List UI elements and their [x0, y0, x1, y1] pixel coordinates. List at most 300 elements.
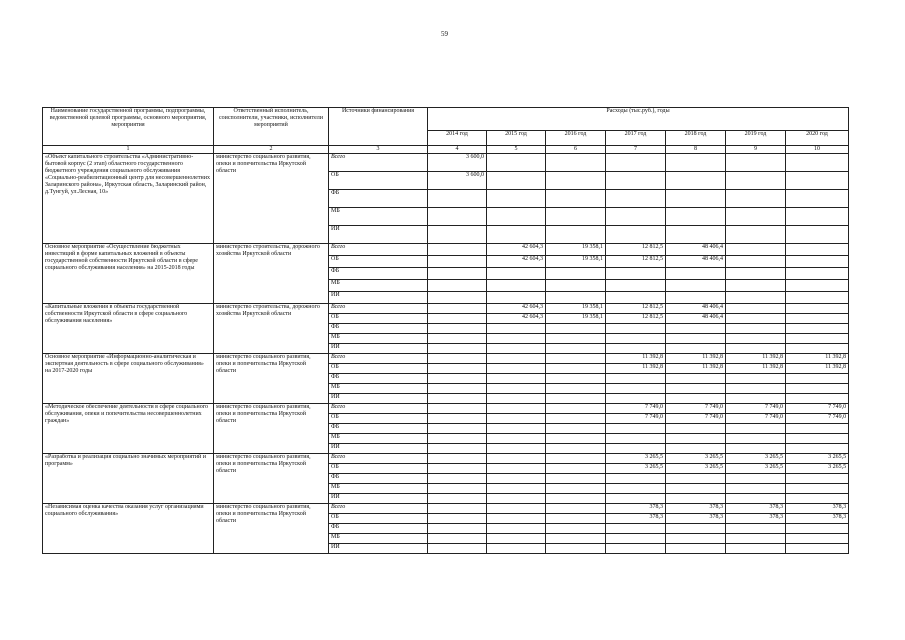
amount-cell: 11 392,8 — [606, 364, 666, 374]
program-name: Основное мероприятие «Информационно-аналитическая и экспертная деятельность в сфере социального обслуживания» на 2017-2020 годы — [43, 354, 214, 404]
amount-cell — [726, 256, 786, 268]
amount-cell — [606, 444, 666, 454]
amount-cell — [428, 374, 487, 384]
amount-cell: 19 358,1 — [546, 304, 606, 314]
amount-cell — [546, 394, 606, 404]
amount-cell — [428, 424, 487, 434]
amount-cell — [666, 324, 726, 334]
amount-cell — [546, 172, 606, 190]
amount-cell — [606, 334, 666, 344]
amount-cell — [726, 190, 786, 208]
amount-cell — [487, 484, 546, 494]
amount-cell — [666, 280, 726, 292]
amount-cell — [666, 534, 726, 544]
funding-source: ФБ — [329, 190, 428, 208]
amount-cell — [487, 444, 546, 454]
amount-cell — [726, 534, 786, 544]
amount-cell — [606, 268, 666, 280]
amount-cell — [666, 190, 726, 208]
amount-cell — [606, 524, 666, 534]
amount-cell — [666, 484, 726, 494]
amount-cell: 3 265,5 — [606, 454, 666, 464]
amount-cell — [546, 474, 606, 484]
amount-cell: 11 392,8 — [606, 354, 666, 364]
amount-cell — [726, 444, 786, 454]
amount-cell — [666, 524, 726, 534]
amount-cell: 12 812,5 — [606, 314, 666, 324]
amount-cell — [487, 534, 546, 544]
amount-cell — [606, 190, 666, 208]
amount-cell — [786, 394, 849, 404]
amount-cell — [606, 344, 666, 354]
amount-cell — [726, 424, 786, 434]
amount-cell — [606, 172, 666, 190]
column-number: 5 — [487, 146, 546, 154]
amount-cell — [726, 154, 786, 172]
amount-cell — [487, 524, 546, 534]
amount-cell — [606, 292, 666, 304]
amount-cell: 42 604,3 — [487, 256, 546, 268]
table-row — [43, 354, 849, 364]
header-executor: Ответственный исполнитель, соисполнители, участники, исполнители мероприятий — [214, 108, 329, 146]
amount-cell — [786, 334, 849, 344]
amount-cell: 7 749,0 — [786, 414, 849, 424]
amount-cell — [666, 384, 726, 394]
amount-cell — [606, 208, 666, 226]
amount-cell — [726, 394, 786, 404]
amount-cell — [786, 474, 849, 484]
executor: министерство социального развития, опеки и попечительства Иркутской области — [214, 354, 329, 404]
funding-source: ОБ — [329, 514, 428, 524]
funding-source: МБ — [329, 384, 428, 394]
table-row — [43, 504, 849, 514]
amount-cell — [666, 154, 726, 172]
amount-cell — [726, 344, 786, 354]
header-expenses: Расходы (тыс.руб.), годы — [428, 108, 849, 131]
header-year: 2019 год — [726, 131, 786, 146]
amount-cell — [606, 474, 666, 484]
amount-cell — [487, 154, 546, 172]
amount-cell — [487, 374, 546, 384]
amount-cell — [786, 384, 849, 394]
amount-cell: 11 392,8 — [726, 364, 786, 374]
amount-cell — [726, 474, 786, 484]
column-number: 1 — [43, 146, 214, 154]
amount-cell — [428, 504, 487, 514]
amount-cell — [786, 314, 849, 324]
table-row — [43, 404, 849, 414]
amount-cell — [726, 384, 786, 394]
funding-source: МБ — [329, 484, 428, 494]
amount-cell — [546, 534, 606, 544]
program-name: «Разработка и реализация социально значимых мероприятий и программ» — [43, 454, 214, 504]
funding-source: ИИ — [329, 444, 428, 454]
funding-source: ИИ — [329, 494, 428, 504]
funding-source: ИИ — [329, 292, 428, 304]
program-name: «Методическое обеспечение деятельности в сфере социального обслуживания, опеки и попечительства несовершеннолетних граждан» — [43, 404, 214, 454]
funding-source: МБ — [329, 334, 428, 344]
funding-source: ИИ — [329, 544, 428, 554]
funding-source: ФБ — [329, 474, 428, 484]
amount-cell — [786, 494, 849, 504]
amount-cell — [786, 190, 849, 208]
amount-cell: 378,3 — [726, 504, 786, 514]
amount-cell — [666, 474, 726, 484]
amount-cell: 378,3 — [606, 504, 666, 514]
amount-cell — [786, 256, 849, 268]
amount-cell — [546, 384, 606, 394]
column-number: 7 — [606, 146, 666, 154]
amount-cell — [606, 374, 666, 384]
amount-cell — [606, 494, 666, 504]
amount-cell: 7 749,0 — [666, 414, 726, 424]
amount-cell: 378,3 — [786, 514, 849, 524]
amount-cell: 11 392,8 — [786, 354, 849, 364]
amount-cell — [726, 524, 786, 534]
amount-cell — [428, 394, 487, 404]
amount-cell — [786, 292, 849, 304]
amount-cell — [546, 504, 606, 514]
amount-cell — [487, 414, 546, 424]
amount-cell — [546, 190, 606, 208]
program-name: «Независимая оценка качества оказания услуг организациями социального обслуживания» — [43, 504, 214, 554]
amount-cell — [546, 484, 606, 494]
amount-cell — [726, 334, 786, 344]
amount-cell — [487, 514, 546, 524]
amount-cell — [726, 244, 786, 256]
amount-cell — [606, 226, 666, 244]
amount-cell — [428, 494, 487, 504]
funding-source: Всего — [329, 354, 428, 364]
amount-cell: 11 392,8 — [726, 354, 786, 364]
funding-source: ИИ — [329, 394, 428, 404]
funding-source: ОБ — [329, 414, 428, 424]
amount-cell — [546, 454, 606, 464]
amount-cell — [546, 268, 606, 280]
amount-cell — [606, 424, 666, 434]
amount-cell: 7 749,0 — [786, 404, 849, 414]
amount-cell — [428, 524, 487, 534]
amount-cell — [487, 324, 546, 334]
funding-source: ОБ — [329, 464, 428, 474]
amount-cell — [786, 280, 849, 292]
amount-cell — [726, 484, 786, 494]
amount-cell: 3 265,5 — [786, 454, 849, 464]
amount-cell — [428, 334, 487, 344]
page-number: 59 — [441, 30, 448, 38]
amount-cell — [487, 354, 546, 364]
amount-cell — [428, 544, 487, 554]
amount-cell — [786, 424, 849, 434]
amount-cell — [786, 344, 849, 354]
amount-cell — [726, 434, 786, 444]
amount-cell — [428, 464, 487, 474]
amount-cell: 19 358,1 — [546, 244, 606, 256]
amount-cell — [546, 292, 606, 304]
amount-cell — [487, 494, 546, 504]
amount-cell — [606, 384, 666, 394]
amount-cell — [726, 374, 786, 384]
amount-cell: 19 358,1 — [546, 256, 606, 268]
amount-cell — [428, 454, 487, 464]
amount-cell — [606, 324, 666, 334]
amount-cell — [726, 226, 786, 244]
amount-cell — [786, 484, 849, 494]
amount-cell: 48 406,4 — [666, 244, 726, 256]
amount-cell: 48 406,4 — [666, 304, 726, 314]
amount-cell: 378,3 — [666, 504, 726, 514]
amount-cell — [428, 244, 487, 256]
amount-cell — [786, 444, 849, 454]
funding-source: ОБ — [329, 172, 428, 190]
funding-source: ОБ — [329, 256, 428, 268]
amount-cell — [428, 384, 487, 394]
amount-cell: 7 749,0 — [726, 404, 786, 414]
funding-source: МБ — [329, 534, 428, 544]
amount-cell: 378,3 — [606, 514, 666, 524]
amount-cell — [786, 154, 849, 172]
amount-cell — [786, 324, 849, 334]
funding-source: ФБ — [329, 268, 428, 280]
amount-cell — [487, 344, 546, 354]
amount-cell — [428, 344, 487, 354]
amount-cell — [666, 292, 726, 304]
amount-cell: 42 604,3 — [487, 304, 546, 314]
amount-cell — [546, 364, 606, 374]
amount-cell: 3 600,0 — [428, 154, 487, 172]
amount-cell — [666, 434, 726, 444]
amount-cell — [487, 434, 546, 444]
column-number: 4 — [428, 146, 487, 154]
amount-cell: 378,3 — [726, 514, 786, 524]
amount-cell — [487, 404, 546, 414]
amount-cell — [428, 414, 487, 424]
funding-source: МБ — [329, 208, 428, 226]
amount-cell: 378,3 — [666, 514, 726, 524]
amount-cell: 3 265,5 — [666, 464, 726, 474]
table-row — [43, 154, 849, 172]
amount-cell — [546, 344, 606, 354]
amount-cell — [428, 208, 487, 226]
amount-cell — [666, 268, 726, 280]
funding-source: Всего — [329, 404, 428, 414]
amount-cell — [666, 208, 726, 226]
table-row — [43, 304, 849, 314]
amount-cell — [786, 226, 849, 244]
amount-cell — [546, 414, 606, 424]
amount-cell — [428, 280, 487, 292]
amount-cell — [487, 292, 546, 304]
amount-cell — [666, 444, 726, 454]
amount-cell: 378,3 — [786, 504, 849, 514]
amount-cell — [546, 354, 606, 364]
amount-cell — [487, 464, 546, 474]
amount-cell — [487, 474, 546, 484]
amount-cell — [428, 256, 487, 268]
amount-cell — [786, 534, 849, 544]
executor: министерство социального развития, опеки и попечительства Иркутской области — [214, 404, 329, 454]
header-year: 2018 год — [666, 131, 726, 146]
header-year: 2020 год — [786, 131, 849, 146]
amount-cell — [786, 172, 849, 190]
amount-cell — [726, 172, 786, 190]
amount-cell — [546, 334, 606, 344]
amount-cell — [428, 514, 487, 524]
amount-cell — [546, 226, 606, 244]
funding-source: Всего — [329, 504, 428, 514]
funding-source: ОБ — [329, 364, 428, 374]
executor: министерство социального развития, опеки и попечительства Иркутской области — [214, 504, 329, 554]
amount-cell — [487, 504, 546, 514]
amount-cell — [786, 544, 849, 554]
amount-cell — [606, 280, 666, 292]
amount-cell — [428, 324, 487, 334]
amount-cell — [487, 454, 546, 464]
amount-cell: 3 265,5 — [726, 454, 786, 464]
amount-cell: 42 604,3 — [487, 244, 546, 256]
table-row — [43, 244, 849, 256]
amount-cell — [428, 268, 487, 280]
amount-cell: 42 604,3 — [487, 314, 546, 324]
amount-cell — [726, 314, 786, 324]
funding-source: Всего — [329, 244, 428, 256]
amount-cell — [726, 292, 786, 304]
amount-cell — [546, 524, 606, 534]
funding-source: Всего — [329, 304, 428, 314]
amount-cell — [487, 268, 546, 280]
amount-cell — [546, 154, 606, 172]
amount-cell — [606, 394, 666, 404]
funding-source: Всего — [329, 154, 428, 172]
column-number: 8 — [666, 146, 726, 154]
amount-cell: 7 749,0 — [606, 404, 666, 414]
amount-cell: 11 392,8 — [786, 364, 849, 374]
amount-cell: 3 265,5 — [606, 464, 666, 474]
amount-cell — [666, 544, 726, 554]
funding-source: ОБ — [329, 314, 428, 324]
amount-cell — [428, 404, 487, 414]
amount-cell — [666, 374, 726, 384]
funding-source: ФБ — [329, 374, 428, 384]
amount-cell — [606, 534, 666, 544]
amount-cell — [546, 434, 606, 444]
amount-cell — [428, 304, 487, 314]
amount-cell — [487, 424, 546, 434]
amount-cell — [546, 374, 606, 384]
header-name: Наименование государственной программы, подпрограммы, ведомственной целевой программы, основного мероприятия, мероприятия — [43, 108, 214, 146]
amount-cell — [546, 280, 606, 292]
amount-cell — [487, 544, 546, 554]
amount-cell — [666, 394, 726, 404]
amount-cell — [666, 172, 726, 190]
amount-cell — [786, 244, 849, 256]
amount-cell: 11 392,8 — [666, 354, 726, 364]
amount-cell — [428, 484, 487, 494]
funding-source: МБ — [329, 280, 428, 292]
amount-cell — [666, 494, 726, 504]
amount-cell: 12 812,5 — [606, 304, 666, 314]
amount-cell — [546, 464, 606, 474]
amount-cell: 11 392,8 — [666, 364, 726, 374]
amount-cell — [487, 172, 546, 190]
column-number: 2 — [214, 146, 329, 154]
amount-cell — [786, 374, 849, 384]
column-number: 6 — [546, 146, 606, 154]
amount-cell — [428, 354, 487, 364]
budget-table — [42, 107, 849, 554]
amount-cell — [546, 208, 606, 226]
amount-cell — [546, 424, 606, 434]
header-source: Источники финансирования — [329, 108, 428, 146]
amount-cell — [487, 364, 546, 374]
amount-cell: 3 600,0 — [428, 172, 487, 190]
executor: министерство социального развития, опеки и попечительства Иркутской области — [214, 154, 329, 244]
program-name: «Объект капитального строительства «Административно-бытовой корпус (2 этап) областного государственного бюджетного учреждения социального обслуживания «Социально-реабилитационный центр для несовершеннолетних Заларинского района», Иркутская область, Заларинский район, д.Тунгуй, ул.Лесная, 10» — [43, 154, 214, 244]
amount-cell — [546, 544, 606, 554]
amount-cell — [726, 208, 786, 226]
amount-cell — [487, 280, 546, 292]
amount-cell — [546, 404, 606, 414]
funding-source: ФБ — [329, 524, 428, 534]
amount-cell: 7 749,0 — [606, 414, 666, 424]
amount-cell — [726, 494, 786, 504]
amount-cell — [487, 190, 546, 208]
amount-cell: 3 265,5 — [726, 464, 786, 474]
amount-cell — [428, 444, 487, 454]
funding-source: ФБ — [329, 324, 428, 334]
executor: министерство строительства, дорожного хозяйства Иркутской области — [214, 244, 329, 304]
header-year: 2016 год — [546, 131, 606, 146]
amount-cell — [786, 434, 849, 444]
amount-cell — [487, 334, 546, 344]
amount-cell — [666, 226, 726, 244]
header-year: 2017 год — [606, 131, 666, 146]
amount-cell — [546, 324, 606, 334]
amount-cell — [487, 208, 546, 226]
amount-cell — [726, 268, 786, 280]
amount-cell: 19 358,1 — [546, 314, 606, 324]
amount-cell — [666, 424, 726, 434]
funding-source: МБ — [329, 434, 428, 444]
amount-cell — [606, 154, 666, 172]
amount-cell — [666, 334, 726, 344]
amount-cell — [428, 474, 487, 484]
amount-cell — [487, 394, 546, 404]
amount-cell — [487, 226, 546, 244]
amount-cell: 48 406,4 — [666, 314, 726, 324]
amount-cell — [546, 444, 606, 454]
column-number: 9 — [726, 146, 786, 154]
amount-cell — [428, 314, 487, 324]
amount-cell: 3 265,5 — [666, 454, 726, 464]
amount-cell — [428, 434, 487, 444]
amount-cell — [428, 364, 487, 374]
column-number: 3 — [329, 146, 428, 154]
amount-cell — [428, 190, 487, 208]
header-year: 2015 год — [487, 131, 546, 146]
amount-cell — [606, 484, 666, 494]
amount-cell: 3 265,5 — [786, 464, 849, 474]
amount-cell — [786, 304, 849, 314]
amount-cell — [546, 514, 606, 524]
amount-cell — [726, 304, 786, 314]
amount-cell — [726, 280, 786, 292]
amount-cell — [428, 226, 487, 244]
amount-cell — [606, 544, 666, 554]
amount-cell: 7 749,0 — [726, 414, 786, 424]
column-number: 10 — [786, 146, 849, 154]
amount-cell — [487, 384, 546, 394]
